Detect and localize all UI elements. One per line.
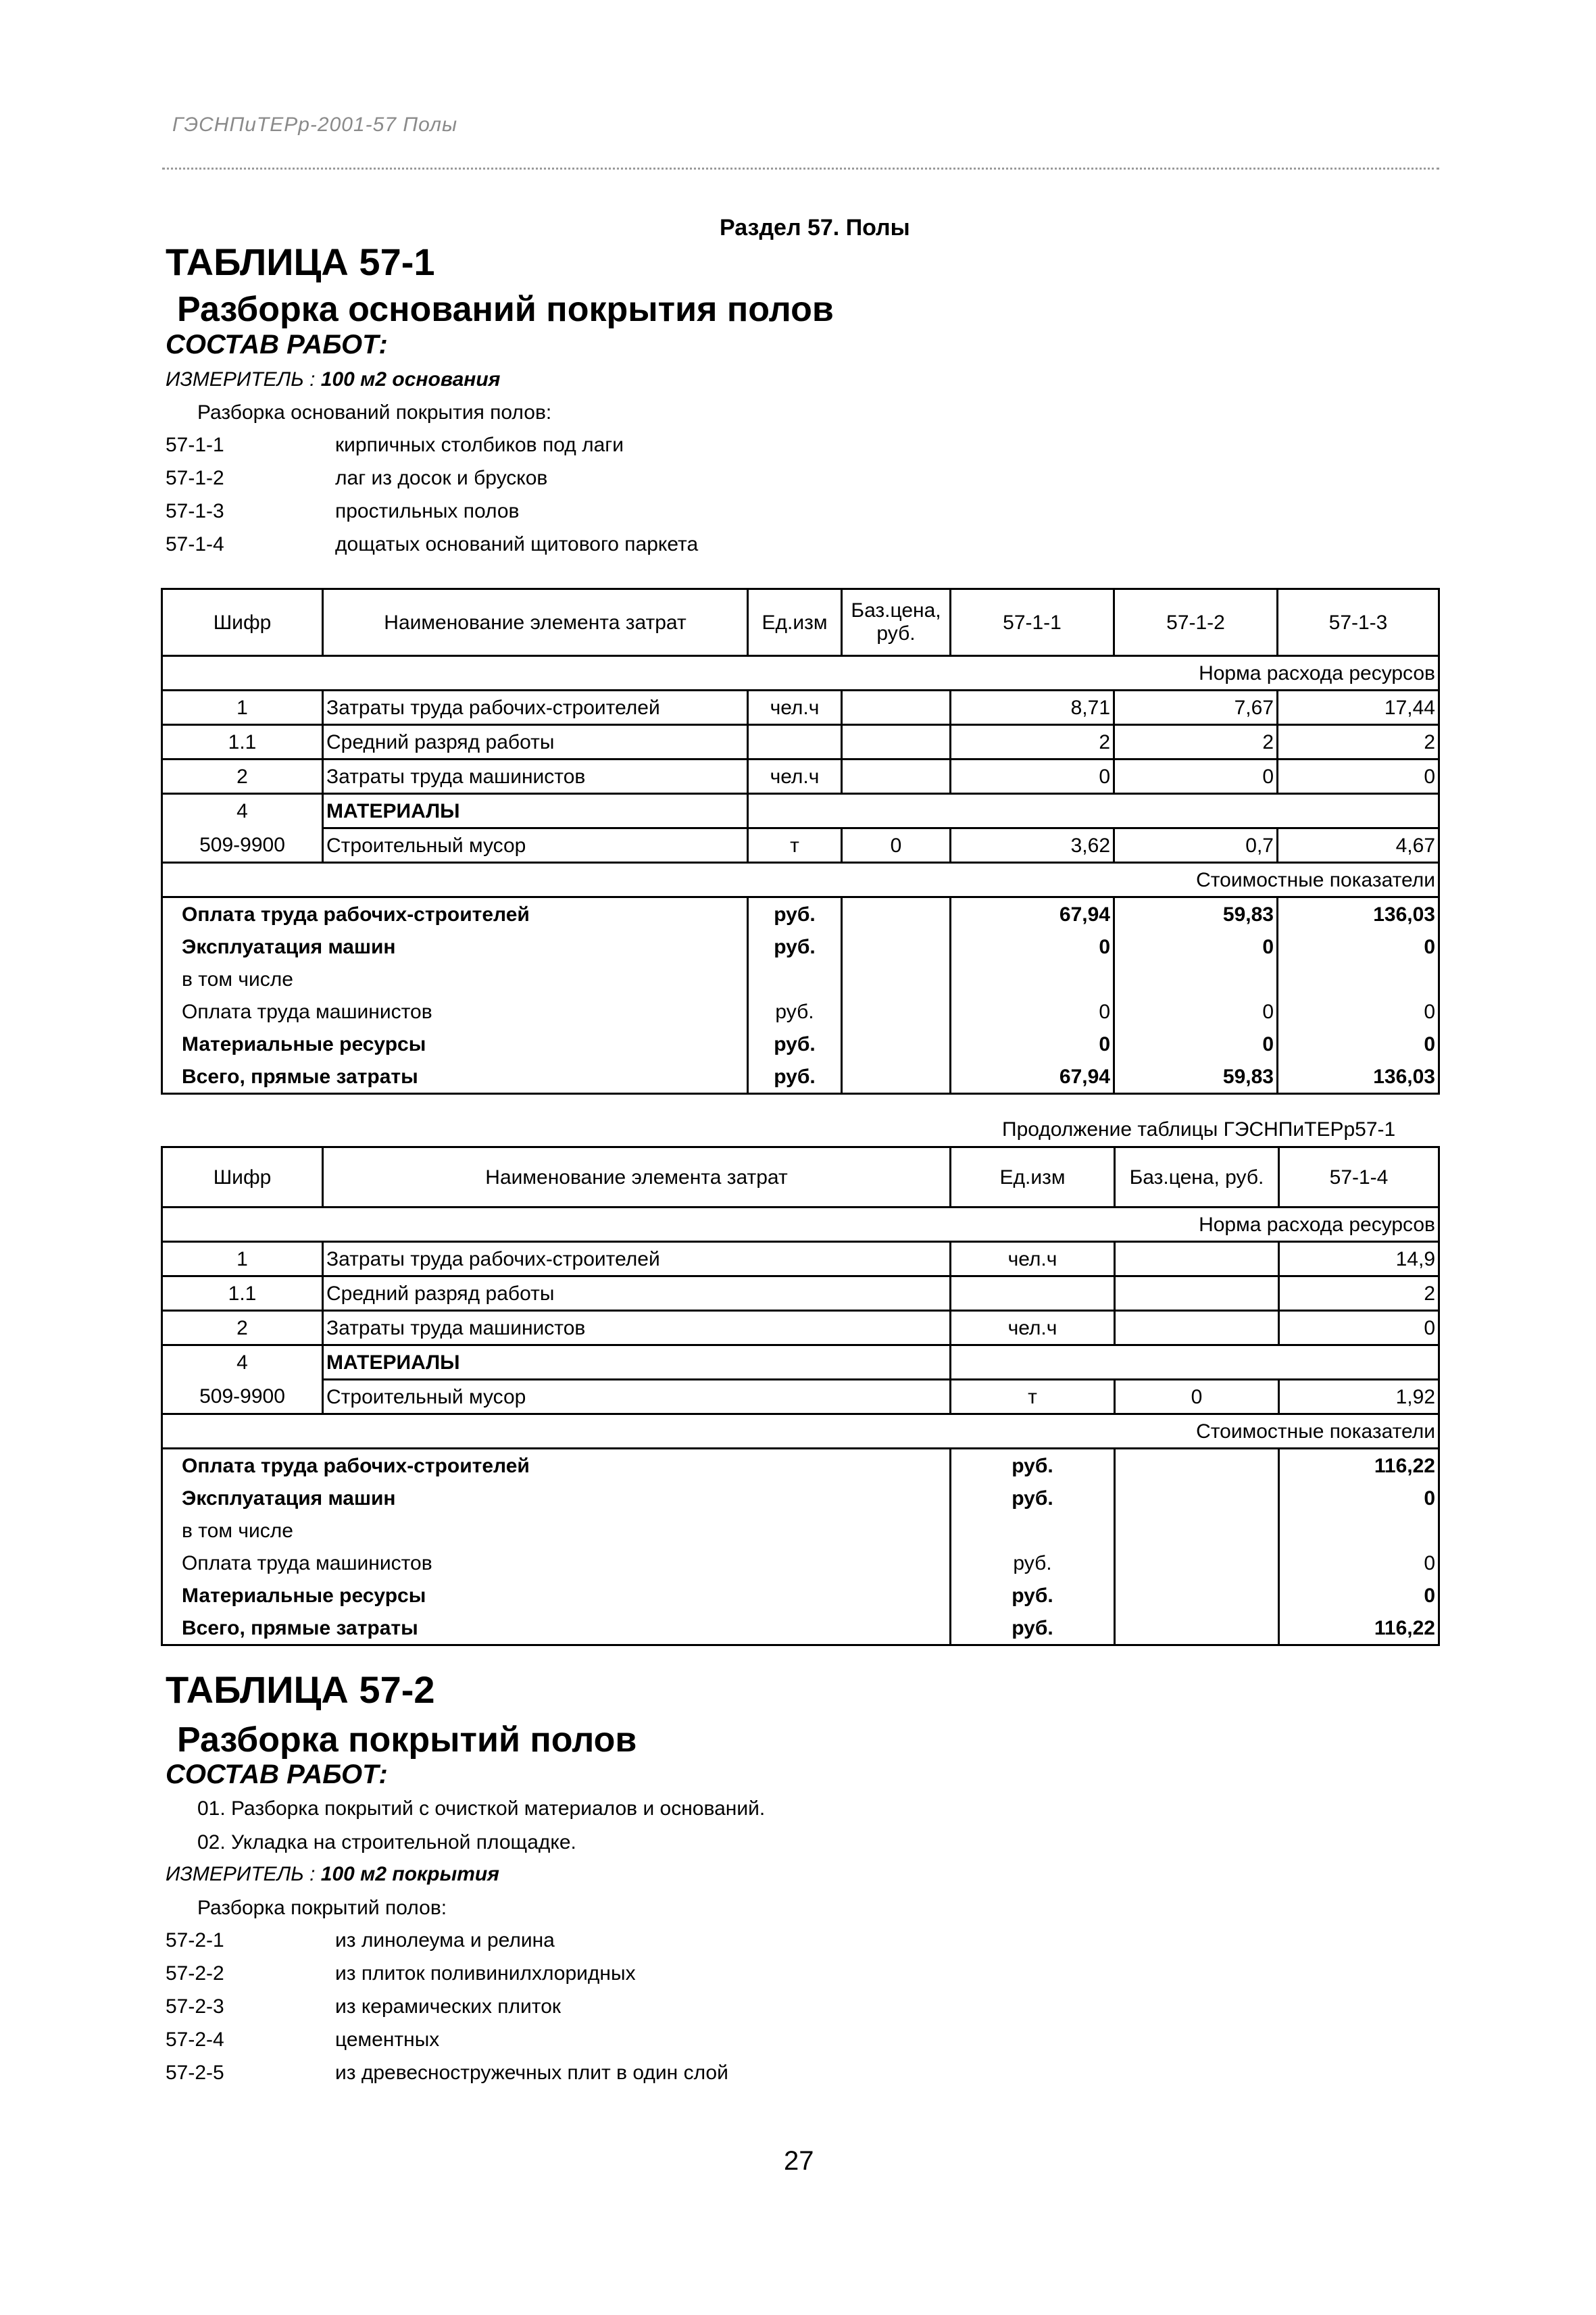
row-value: 0: [951, 760, 1114, 794]
cost-unit: руб.: [951, 1579, 1115, 1612]
cost-value: 0: [951, 930, 1114, 963]
cost-name: Оплата труда рабочих-строителей: [162, 897, 748, 931]
cost-value: 0: [1279, 1547, 1439, 1579]
cost-value: [951, 963, 1114, 995]
row-price: [842, 691, 951, 725]
cost-name: Эксплуатация машин: [162, 930, 748, 963]
row-value: 2: [1279, 1276, 1439, 1311]
header-code: Шифр: [162, 589, 323, 656]
row-code: 509-9900: [162, 828, 323, 863]
item-code: 57-1-3: [166, 500, 224, 522]
running-header: ГЭСНПиТЕРр-2001-57 Полы: [172, 114, 458, 136]
table-57-2-sostav: СОСТАВ РАБОТ:: [166, 1760, 388, 1789]
item-text: дощатых оснований щитового паркета: [335, 533, 699, 555]
row-price: 0: [842, 828, 951, 863]
cost-value: 0: [1114, 930, 1278, 963]
cost-unit: руб.: [951, 1547, 1115, 1579]
table-57-2-meter: [166, 1863, 499, 1886]
cost-name: Всего, прямые затраты: [162, 1060, 748, 1094]
cost-value: 116,22: [1279, 1449, 1439, 1483]
row-unit: чел.ч: [748, 691, 842, 725]
cost-name: Материальные ресурсы: [162, 1579, 951, 1612]
row-unit: т: [748, 828, 842, 863]
cost-unit: [748, 963, 842, 995]
row-value: 4,67: [1278, 828, 1439, 863]
cost-unit: руб.: [748, 897, 842, 931]
cost-value: 0: [1279, 1482, 1439, 1514]
step: 02. Укладка на строительной площадке.: [197, 1831, 576, 1853]
item-text: из древесностружечных плит в один слой: [335, 2062, 728, 2084]
row-code: 2: [162, 760, 323, 794]
item-code: 57-2-5: [166, 2062, 224, 2084]
row-value: [1278, 794, 1439, 828]
cost-unit: [951, 1514, 1115, 1547]
row-value: 2: [951, 725, 1114, 760]
meter-value: 100 м2 основания: [320, 368, 501, 391]
row-price: [842, 794, 951, 828]
cost-name: Всего, прямые затраты: [162, 1612, 951, 1645]
cost-value: 136,03: [1278, 1060, 1439, 1094]
row-unit: чел.ч: [951, 1311, 1115, 1345]
cost-name: в том числе: [162, 1514, 951, 1547]
row-value: 0: [1114, 760, 1278, 794]
row-code: 1: [162, 691, 323, 725]
row-unit: чел.ч: [748, 760, 842, 794]
cost-value: 67,94: [951, 897, 1114, 931]
item-text: из керамических плиток: [335, 1995, 561, 2018]
cost-value: 0: [1278, 1028, 1439, 1060]
cost-value: 0: [1278, 930, 1439, 963]
table-57-1-intro: Разборка оснований покрытия полов:: [197, 401, 552, 424]
row-name: МАТЕРИАЛЫ: [323, 794, 748, 828]
cost-name: Эксплуатация машин: [162, 1482, 951, 1514]
cost-value: 0: [1279, 1579, 1439, 1612]
stoim-band: Стоимостные показатели: [162, 863, 1439, 897]
row-code: 4: [162, 794, 323, 828]
row-price: [1115, 1345, 1279, 1380]
row-value: 0: [1278, 760, 1439, 794]
norma-band: Норма расхода ресурсов: [162, 656, 1439, 691]
norma-band: Норма расхода ресурсов: [162, 1208, 1439, 1242]
row-name: Строительный мусор: [323, 1380, 951, 1414]
cost-name: Оплата труда машинистов: [162, 1547, 951, 1579]
cost-value: 0: [1114, 1028, 1278, 1060]
item-code: 57-2-1: [166, 1929, 224, 1951]
cost-value: 0: [951, 1028, 1114, 1060]
meter-label: ИЗМЕРИТЕЛЬ :: [166, 1863, 316, 1885]
row-price: [842, 725, 951, 760]
item-code: 57-2-3: [166, 1995, 224, 2018]
row-name: Затраты труда машинистов: [323, 760, 748, 794]
item-code: 57-2-2: [166, 1962, 224, 1985]
header-unit: Ед.изм: [951, 1147, 1115, 1208]
meter-value: 100 м2 покрытия: [320, 1863, 499, 1885]
cost-value: 0: [951, 995, 1114, 1028]
row-price: [1115, 1242, 1279, 1276]
item-code: 57-1-4: [166, 533, 224, 555]
cost-unit: руб.: [748, 995, 842, 1028]
row-value: 3,62: [951, 828, 1114, 863]
row-value: 2: [1114, 725, 1278, 760]
row-value: 8,71: [951, 691, 1114, 725]
row-code: 2: [162, 1311, 323, 1345]
cost-name: в том числе: [162, 963, 748, 995]
table-57-1-label: ТАБЛИЦА 57-1: [166, 241, 435, 283]
table-57-1-meter: [166, 368, 500, 391]
row-value: 2: [1278, 725, 1439, 760]
step: 01. Разборка покрытий с очисткой материалов и оснований.: [197, 1797, 766, 1820]
cost-unit: руб.: [748, 1060, 842, 1094]
row-name: Строительный мусор: [323, 828, 748, 863]
header-57-1-3: 57-1-3: [1278, 589, 1439, 656]
row-value: [1114, 794, 1278, 828]
row-name: МАТЕРИАЛЫ: [323, 1345, 951, 1380]
page-number: 27: [784, 2146, 814, 2176]
cost-unit: руб.: [951, 1612, 1115, 1645]
stoim-band: Стоимостные показатели: [162, 1414, 1439, 1449]
row-unit: [748, 725, 842, 760]
cost-value: 116,22: [1279, 1612, 1439, 1645]
cost-value: 59,83: [1114, 897, 1278, 931]
table-57-1-title: Разборка оснований покрытия полов: [177, 290, 834, 329]
cost-value: 0: [1278, 995, 1439, 1028]
cost-name: Оплата труда рабочих-строителей: [162, 1449, 951, 1483]
row-code: 4: [162, 1345, 323, 1380]
meter-label: ИЗМЕРИТЕЛЬ :: [166, 368, 316, 391]
table-57-1-sostav: СОСТАВ РАБОТ:: [166, 330, 388, 359]
row-price: [842, 760, 951, 794]
cost-name: Материальные ресурсы: [162, 1028, 748, 1060]
row-unit: чел.ч: [951, 1242, 1115, 1276]
header-57-1-4: 57-1-4: [1279, 1147, 1439, 1208]
row-price: 0: [1115, 1380, 1279, 1414]
cost-value: 67,94: [951, 1060, 1114, 1094]
row-name: Затраты труда машинистов: [323, 1311, 951, 1345]
row-value: [951, 794, 1114, 828]
row-value: 7,67: [1114, 691, 1278, 725]
cost-unit: руб.: [951, 1482, 1115, 1514]
row-value: 0: [1279, 1311, 1439, 1345]
item-code: 57-1-2: [166, 467, 224, 489]
row-value: 1,92: [1279, 1380, 1439, 1414]
cost-value: [1278, 963, 1439, 995]
header-57-1-2: 57-1-2: [1114, 589, 1278, 656]
row-code: 1.1: [162, 725, 323, 760]
header-57-1-1: 57-1-1: [951, 589, 1114, 656]
item-text: из плиток поливинилхлоридных: [335, 1962, 636, 1985]
item-text: лаг из досок и брусков: [335, 467, 548, 489]
header-unit: Ед.изм: [748, 589, 842, 656]
row-value: 0,7: [1114, 828, 1278, 863]
row-price: [1115, 1311, 1279, 1345]
table-57-1-grid: [161, 588, 1440, 1095]
header-price: Баз.цена, руб.: [842, 589, 951, 656]
row-name: Затраты труда рабочих-строителей: [323, 691, 748, 725]
row-name: Средний разряд работы: [323, 725, 748, 760]
row-value: 17,44: [1278, 691, 1439, 725]
header-price: Баз.цена, руб.: [1115, 1147, 1279, 1208]
header-name: Наименование элемента затрат: [323, 1147, 951, 1208]
row-value: 14,9: [1279, 1242, 1439, 1276]
table-57-2-label: ТАБЛИЦА 57-2: [166, 1668, 435, 1711]
item-text: кирпичных столбиков под лаги: [335, 434, 624, 456]
cost-value: [1114, 963, 1278, 995]
section-title: Раздел 57. Полы: [720, 215, 910, 241]
row-value: [1279, 1345, 1439, 1380]
row-unit: [748, 794, 842, 828]
item-text: из линолеума и релина: [335, 1929, 555, 1951]
row-name: Затраты труда рабочих-строителей: [323, 1242, 951, 1276]
header-name: Наименование элемента затрат: [323, 589, 748, 656]
continuation-caption: Продолжение таблицы ГЭСНПиТЕРр57-1: [1002, 1118, 1396, 1141]
cost-value: [1279, 1514, 1439, 1547]
row-name: Средний разряд работы: [323, 1276, 951, 1311]
item-text: цементных: [335, 2028, 440, 2051]
cost-value: 59,83: [1114, 1060, 1278, 1094]
row-code: 1.1: [162, 1276, 323, 1311]
row-price: [1115, 1276, 1279, 1311]
header-code: Шифр: [162, 1147, 323, 1208]
cost-unit: руб.: [748, 930, 842, 963]
row-unit: [951, 1276, 1115, 1311]
cost-unit: руб.: [951, 1449, 1115, 1483]
row-unit: т: [951, 1380, 1115, 1414]
row-code: 1: [162, 1242, 323, 1276]
cost-name: Оплата труда машинистов: [162, 995, 748, 1028]
table-57-1-continuation-grid: [161, 1146, 1440, 1646]
table-57-2-intro: Разборка покрытий полов:: [197, 1897, 447, 1919]
item-text: простильных полов: [335, 500, 520, 522]
cost-unit: руб.: [748, 1028, 842, 1060]
item-code: 57-1-1: [166, 434, 224, 456]
cost-value: 0: [1114, 995, 1278, 1028]
row-unit: [951, 1345, 1115, 1380]
cost-value: 136,03: [1278, 897, 1439, 931]
row-code: 509-9900: [162, 1380, 323, 1414]
item-code: 57-2-4: [166, 2028, 224, 2051]
header-rule: [162, 168, 1439, 170]
table-57-2-title: Разборка покрытий полов: [177, 1720, 637, 1760]
